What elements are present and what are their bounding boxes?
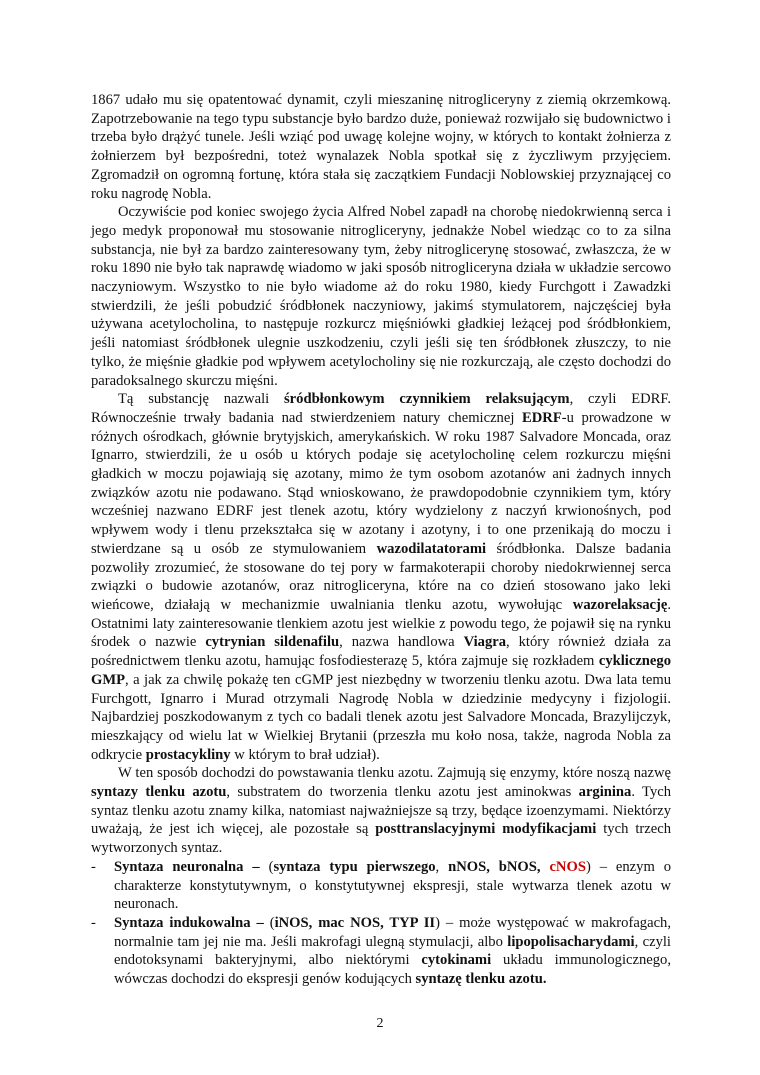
page-number: 2 <box>376 1016 384 1031</box>
bold-term: nNOS, bNOS, <box>448 858 550 875</box>
text-span: , a jak za chwilę pokażę ten cGMP jest niezbędny w tworzeniu tlenku azotu. Dwa lata temu Furchgott, Ignarro i Murad otrzymali Nagrodę Nobla w dziedzinie medycyny i fizjologii. Najbardziej poszkodowanym z tych co badali tlenek azotu jest Salvadore Moncada, Brazylijczyk, mieszkający od wielu lat w Wielkiej Brytanii (przeszła mu koło nosa, także, nagroda Nobla za odkrycie <box>91 671 671 763</box>
synthase-list <box>91 858 671 989</box>
text-span: , czyli endotoksynami bakteryjnymi, albo niektórymi <box>114 933 671 969</box>
text-span: ) – może występować w makrofagach, normalnie tam jej nie ma. Jeśli makrofagi ulegną stymulacji, albo <box>114 914 671 950</box>
list-item-neuronal-synthase <box>91 858 671 914</box>
text-span: układu immunologicznego, wówczas dochodzi do ekspresji genów kodujących <box>114 952 671 988</box>
text-span: . Ostatnimi laty zainteresowanie tlenkiem azotu jest wielkie z powodu tego, że pojawił się na rynku środek o nazwie <box>91 596 671 651</box>
text-span: , nazwa handlowa <box>339 634 464 651</box>
text-span: w którym to brał udział). <box>230 746 380 763</box>
highlight-term: cNOS <box>549 858 586 875</box>
text-span: ( <box>268 858 274 875</box>
bold-term: cytrynian sildenafilu <box>205 634 340 651</box>
list-dash: - <box>91 914 96 931</box>
bold-term: posttranslacyjnymi modyfikacjami <box>375 821 597 838</box>
paragraph-2: Oczywiście pod koniec swojego życia Alfred Nobel zapadł na chorobę niedokrwienną serca i jego medyk proponował mu stosowanie nitrogliceryny, jednakże Nobel wiedząc co to za silna substancja, nie był za bardzo zainteresowany tym, żeby nitroglicerynę stosować, zwłaszcza, że w roku 1890 nie było tak naprawdę wiadomo w jaki sposób nitrogliceryna działa w układzie sercowo naczyniowym. Wszystko to nie było wiadome aż do roku 1980, kiedy Furchgott i Zawadzki stwierdzili, że jeśli pobudzić śródbłonek naczyniowy, jakimś stymulatorem, najczęściej była używana acetylocholina, to następuje rozkurcz mięśniówki gładkiej leżącej pod śródbłonkiem, jeśli natomiast śródbłonek ulegnie uszkodzeniu, czyli jeśli się ten śródbłonek złuszczy, to nie tylko, że mięśnie gładkie pod wpływem acetylocholiny się nie rozkurczają, ale często dochodzi do paradoksalnego skurczu mięśni. <box>91 204 671 389</box>
bold-term: Viagra <box>463 634 507 651</box>
text-span: , który również działa za pośrednictwem tlenku azotu, hamując fosfodiesterazę 5, która zajmuje się rozkładem <box>91 634 671 670</box>
text-span: Tą substancję nazwali <box>118 391 284 408</box>
bold-term: prostacykliny <box>145 746 231 763</box>
list-dash: - <box>91 858 96 875</box>
bold-term: lipopolisacharydami <box>507 933 635 950</box>
text-span: -u prowadzone w różnych ośrodkach, głównie brytyjskich, amerykańskich. W roku 1987 Salvadore Moncada, oraz Ignarro, stwierdzili, że u osób u których podaje się acetylocholinę celem rozkurczu mięśni gładkich w moczu pojawiają się azotany, mimo że tym osobom azotanów ani żadnych innych związków azotu nie podawano. Stąd wnioskowano, że prawdopodobnie czynnikiem tym, który wcześniej nazwano EDRF jest tlenek azotu, który wydzielony z naczyń krwionośnych, pod wpływem wody i tlenu przekształca się w azotany i azotyny, i to one przenikają do moczu i stwierdzane są u osób ze stymulowaniem <box>91 409 672 557</box>
text-span: , substratem do tworzenia tlenku azotu jest aminokwas <box>226 784 579 801</box>
text-span: śródbłonka. Dalsze badania pozwoliły zrozumieć, że stosowane do tej pory w farmakoterapii choroby niedokrwiennej serca związki o budowie azotanów, oraz nitrogliceryna, które na co dzień stosowano jako leki wieńcowe, działają w mechanizmie uwalniania tlenku azotu, wywołując <box>91 540 672 613</box>
text-span: , <box>435 858 449 875</box>
bold-term: wazorelaksację <box>572 596 668 613</box>
text-span: , czyli EDRF. Równocześnie trwały badania nad stwierdzeniem natury chemicznej <box>91 391 671 426</box>
document-body <box>91 91 671 989</box>
text-span: tych trzech wytworzonych syntaz. <box>91 821 671 857</box>
bold-term: cytokinami <box>421 952 492 969</box>
bold-term: śródbłonkowym czynnikiem relaksującym <box>284 391 570 408</box>
bold-term: Syntaza neuronalna – <box>114 858 269 875</box>
bold-term: Syntaza indukowalna – <box>114 914 270 931</box>
list-item-inducible-synthase <box>91 914 671 989</box>
bold-term: EDRF <box>522 409 562 426</box>
bold-term: iNOS, mac NOS, TYP II <box>274 914 436 931</box>
bold-term: syntazy tlenku azotu <box>91 784 227 801</box>
paragraph-1: 1867 udało mu się opatentować dynamit, czyli mieszaninę nitrogliceryny z ziemią okrzemkową. Zapotrzebowanie na tego typu substancje było bardzo duże, ponieważ rozwijało się budownictwo i trzeba było drążyć tunele. Jeśli wziąć pod uwagę kolejne wojny, w których to kontakt żołnierza z żołnierzem był bezpośredni, toteż wynalazek Nobla spotkał się z życzliwym przyjęciem. Zgromadził on ogromną fortunę, która stała się zaczątkiem Fundacji Noblowskiej przyznającej co roku nagrodę Nobla. <box>91 92 671 202</box>
bold-term: arginina <box>578 784 632 801</box>
paragraph-4 <box>91 764 671 858</box>
text-span: . Tych syntaz tlenku azotu znamy kilka, natomiast najważniejsze są trzy, będące izoenzymami. Niektórzy uważają, że jest ich więcej, ale pozostałe są <box>91 784 672 838</box>
bold-term: syntaza typu pierwszego <box>273 858 436 875</box>
bold-term: syntazę tlenku azotu. <box>415 971 547 988</box>
text-span: ( <box>269 914 275 931</box>
bold-term: cyklicznego GMP <box>91 653 671 688</box>
text-span: W ten sposób dochodzi do powstawania tlenku azotu. Zajmują się enzymy, które noszą nazwę <box>118 765 671 782</box>
bold-term: wazodilatatorami <box>376 540 487 557</box>
paragraph-3 <box>91 390 671 764</box>
text-span: ) – enzym o charakterze konstytutywnym, o konstytutywnej ekspresji, stale wytwarza tlenek azotu w neuronach. <box>114 858 671 913</box>
